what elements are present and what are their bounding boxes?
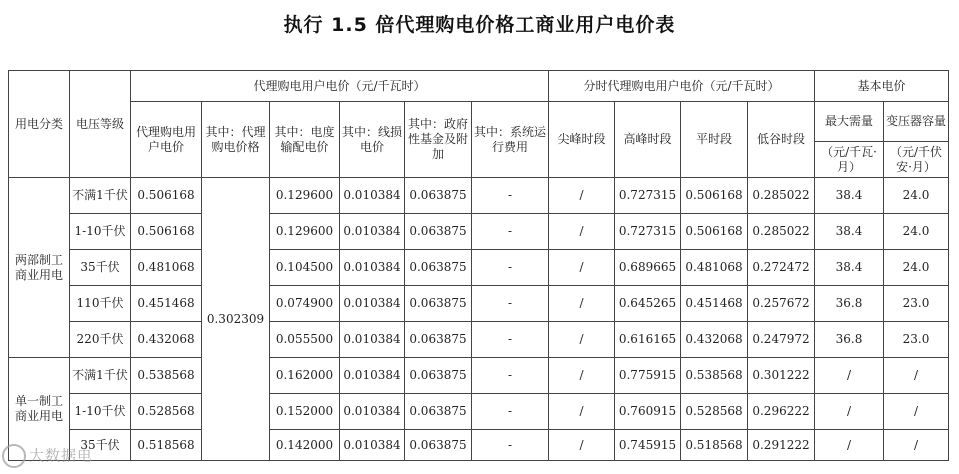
watermark-logo-icon [2,444,26,468]
voltage-level-cell: 不满1千伏 [70,178,131,214]
transmission-price-cell: 0.142000 [270,430,340,461]
category-single-part: 单一制工商业用电 [9,358,70,461]
flat-price-cell: 0.518568 [681,430,748,461]
valley-price-cell: 0.272472 [748,250,815,286]
fund-price-cell: 0.063875 [405,250,472,286]
voltage-level-cell: 35千伏 [70,250,131,286]
header-of-line-loss: 其中：线损电价 [340,102,405,178]
table-row [9,214,949,250]
sharp-peak-cell: / [549,430,615,461]
header-category: 用电分类 [9,71,70,178]
fund-price-cell: 0.063875 [405,214,472,250]
max-demand-price-cell: / [815,358,884,394]
system-cost-cell: - [472,214,549,250]
table-row [9,250,949,286]
header-valley: 低谷时段 [748,102,815,178]
header-transformer-unit: （元/千伏安·月） [884,142,949,178]
table-row [9,322,949,358]
fund-price-cell: 0.063875 [405,358,472,394]
transmission-price-cell: 0.152000 [270,394,340,430]
transmission-price-cell: 0.129600 [270,178,340,214]
fund-price-cell: 0.063875 [405,286,472,322]
proxy-purchase-price-cell: 0.302309 [202,178,270,461]
fund-price-cell: 0.063875 [405,430,472,461]
system-cost-cell: - [472,322,549,358]
voltage-level-cell: 1-10千伏 [70,214,131,250]
system-cost-cell: - [472,178,549,214]
watermark: 大数据电 [2,444,132,472]
system-cost-cell: - [472,250,549,286]
page-title: 执行 1.5 倍代理购电价格工商业用户电价表 [283,14,676,36]
header-of-proxy-purchase: 其中：代理购电价格 [202,102,270,178]
transformer-capacity-price-cell: / [884,430,949,461]
header-flat: 平时段 [681,102,748,178]
peak-price-cell: 0.689665 [615,250,681,286]
voltage-level-cell: 110千伏 [70,286,131,322]
flat-price-cell: 0.451468 [681,286,748,322]
table-row [9,394,949,430]
fund-price-cell: 0.063875 [405,178,472,214]
tariff-table [8,70,949,461]
valley-price-cell: 0.291222 [748,430,815,461]
voltage-level-cell: 220千伏 [70,322,131,358]
flat-price-cell: 0.506168 [681,214,748,250]
line-loss-price-cell: 0.010384 [340,250,405,286]
table-row [9,358,949,394]
peak-price-cell: 0.745915 [615,430,681,461]
system-cost-cell: - [472,394,549,430]
max-demand-price-cell: 36.8 [815,322,884,358]
peak-price-cell: 0.727315 [615,178,681,214]
proxy-price-cell: 0.451468 [131,286,202,322]
transmission-price-cell: 0.162000 [270,358,340,394]
line-loss-price-cell: 0.010384 [340,358,405,394]
sharp-peak-cell: / [549,178,615,214]
sharp-peak-cell: / [549,214,615,250]
header-voltage: 电压等级 [70,71,131,178]
header-sharp-peak: 尖峰时段 [549,102,615,178]
flat-price-cell: 0.528568 [681,394,748,430]
transformer-capacity-price-cell: 23.0 [884,322,949,358]
valley-price-cell: 0.301222 [748,358,815,394]
transformer-capacity-price-cell: / [884,394,949,430]
sharp-peak-cell: / [549,358,615,394]
valley-price-cell: 0.257672 [748,286,815,322]
header-proxy-group: 代理购电用户电价（元/千瓦时） [131,71,549,102]
header-of-fund: 其中：政府性基金及附加 [405,102,472,178]
voltage-level-cell: 不满1千伏 [70,358,131,394]
transformer-capacity-price-cell: 24.0 [884,214,949,250]
proxy-price-cell: 0.528568 [131,394,202,430]
transformer-capacity-price-cell: 24.0 [884,178,949,214]
header-proxy-price: 代理购电用户电价 [131,102,202,178]
flat-price-cell: 0.538568 [681,358,748,394]
line-loss-price-cell: 0.010384 [340,322,405,358]
proxy-price-cell: 0.538568 [131,358,202,394]
proxy-price-cell: 0.506168 [131,178,202,214]
table-row [9,178,949,214]
peak-price-cell: 0.727315 [615,214,681,250]
max-demand-price-cell: 38.4 [815,178,884,214]
line-loss-price-cell: 0.010384 [340,286,405,322]
header-peak: 高峰时段 [615,102,681,178]
category-two-part: 两部制工商业用电 [9,178,70,358]
max-demand-price-cell: 38.4 [815,214,884,250]
flat-price-cell: 0.481068 [681,250,748,286]
transmission-price-cell: 0.104500 [270,250,340,286]
table-row [9,430,949,461]
line-loss-price-cell: 0.010384 [340,214,405,250]
transformer-capacity-price-cell: 24.0 [884,250,949,286]
sharp-peak-cell: / [549,322,615,358]
fund-price-cell: 0.063875 [405,394,472,430]
sharp-peak-cell: / [549,250,615,286]
voltage-level-cell: 35千伏 [70,430,131,461]
transmission-price-cell: 0.129600 [270,214,340,250]
flat-price-cell: 0.432068 [681,322,748,358]
header-transformer-capacity: 变压器容量 [884,102,949,142]
max-demand-price-cell: / [815,394,884,430]
transmission-price-cell: 0.074900 [270,286,340,322]
header-of-transmission: 其中：电度输配电价 [270,102,340,178]
transformer-capacity-price-cell: 23.0 [884,286,949,322]
table-row [9,286,949,322]
voltage-level-cell: 1-10千伏 [70,394,131,430]
peak-price-cell: 0.616165 [615,322,681,358]
transmission-price-cell: 0.055500 [270,322,340,358]
sharp-peak-cell: / [549,394,615,430]
valley-price-cell: 0.285022 [748,214,815,250]
header-max-demand: 最大需量 [815,102,884,142]
header-of-system-cost: 其中：系统运行费用 [472,102,549,178]
peak-price-cell: 0.760915 [615,394,681,430]
max-demand-price-cell: / [815,430,884,461]
fund-price-cell: 0.063875 [405,322,472,358]
sharp-peak-cell: / [549,286,615,322]
header-max-demand-unit: （元/千瓦·月） [815,142,884,178]
max-demand-price-cell: 38.4 [815,250,884,286]
transformer-capacity-price-cell: / [884,358,949,394]
line-loss-price-cell: 0.010384 [340,394,405,430]
valley-price-cell: 0.285022 [748,178,815,214]
proxy-price-cell: 0.506168 [131,214,202,250]
proxy-price-cell: 0.432068 [131,322,202,358]
line-loss-price-cell: 0.010384 [340,178,405,214]
flat-price-cell: 0.506168 [681,178,748,214]
valley-price-cell: 0.247972 [748,322,815,358]
line-loss-price-cell: 0.010384 [340,430,405,461]
peak-price-cell: 0.645265 [615,286,681,322]
system-cost-cell: - [472,286,549,322]
peak-price-cell: 0.775915 [615,358,681,394]
proxy-price-cell: 0.518568 [131,430,202,461]
header-tou-group: 分时代理购电用户电价（元/千瓦时） [549,71,815,102]
header-basic-group: 基本电价 [815,71,949,102]
system-cost-cell: - [472,358,549,394]
proxy-price-cell: 0.481068 [131,250,202,286]
max-demand-price-cell: 36.8 [815,286,884,322]
system-cost-cell: - [472,430,549,461]
valley-price-cell: 0.296222 [748,394,815,430]
